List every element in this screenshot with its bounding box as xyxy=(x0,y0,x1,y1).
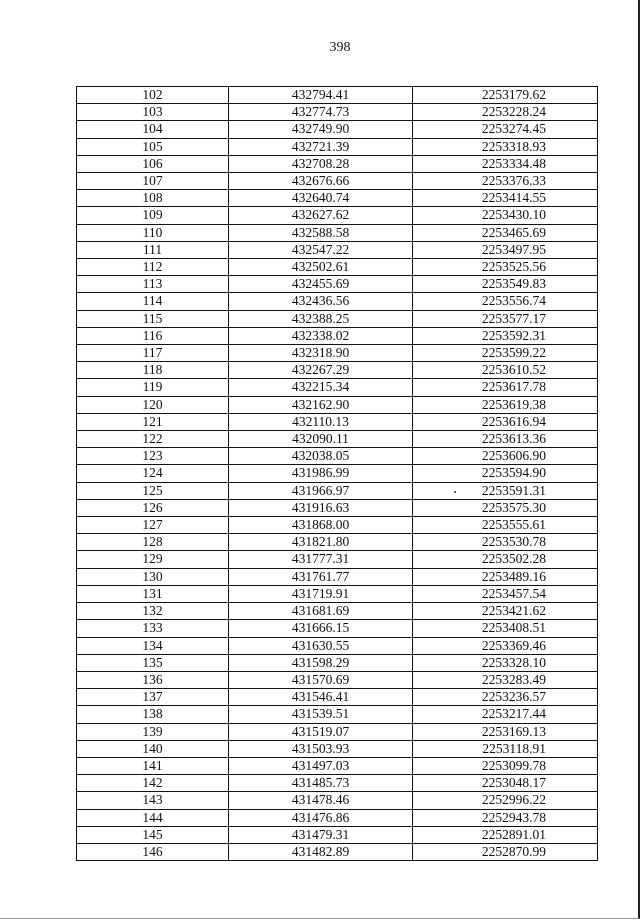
y-coordinate-cell: 2253599.22 xyxy=(413,345,598,362)
y-coordinate-cell: 2252996.22 xyxy=(413,792,598,809)
table-row xyxy=(77,654,598,671)
y-coordinate-cell: 2253217.44 xyxy=(413,706,598,723)
y-coordinate-cell: 2253549.83 xyxy=(413,276,598,293)
table-row xyxy=(77,207,598,224)
vertex-number-cell: 111 xyxy=(77,241,229,258)
y-coordinate-cell: 2253099.78 xyxy=(413,757,598,774)
vertex-number-cell: 138 xyxy=(77,706,229,723)
table-row xyxy=(77,104,598,121)
y-coordinate-cell: 2253376.33 xyxy=(413,173,598,190)
x-coordinate-cell: 432502.61 xyxy=(229,259,413,276)
table-row xyxy=(77,775,598,792)
vertex-number-cell: 132 xyxy=(77,603,229,620)
table-row xyxy=(77,757,598,774)
vertex-number-cell: 130 xyxy=(77,568,229,585)
vertex-number-cell: 137 xyxy=(77,689,229,706)
table-row xyxy=(77,224,598,241)
vertex-number-cell: 128 xyxy=(77,534,229,551)
y-coordinate-cell: 2253283.49 xyxy=(413,671,598,688)
x-coordinate-cell: 431986.99 xyxy=(229,465,413,482)
x-coordinate-cell: 431503.93 xyxy=(229,740,413,757)
table-row xyxy=(77,534,598,551)
vertex-number-cell: 103 xyxy=(77,104,229,121)
x-coordinate-cell: 431478.46 xyxy=(229,792,413,809)
x-coordinate-cell: 432436.56 xyxy=(229,293,413,310)
vertex-number-cell: 106 xyxy=(77,155,229,172)
table-row xyxy=(77,465,598,482)
y-coordinate-cell: 2253575.30 xyxy=(413,499,598,516)
y-coordinate-cell: 2253577.17 xyxy=(413,310,598,327)
x-coordinate-cell: 431821.80 xyxy=(229,534,413,551)
y-coordinate-cell: 2252891.01 xyxy=(413,826,598,843)
table-row xyxy=(77,671,598,688)
table-row xyxy=(77,499,598,516)
table-row xyxy=(77,379,598,396)
x-coordinate-cell: 432721.39 xyxy=(229,138,413,155)
table-row xyxy=(77,620,598,637)
vertex-number-cell: 109 xyxy=(77,207,229,224)
y-coordinate-cell: 2253118.91 xyxy=(413,740,598,757)
table-row xyxy=(77,155,598,172)
table-row xyxy=(77,482,598,499)
y-coordinate-cell: 2253274.45 xyxy=(413,121,598,138)
table-row xyxy=(77,293,598,310)
y-coordinate-cell: 2253457.54 xyxy=(413,585,598,602)
table-row xyxy=(77,310,598,327)
vertex-number-cell: 123 xyxy=(77,448,229,465)
vertex-number-cell: 134 xyxy=(77,637,229,654)
x-coordinate-cell: 431719.91 xyxy=(229,585,413,602)
vertex-number-cell: 105 xyxy=(77,138,229,155)
vertex-number-cell: 104 xyxy=(77,121,229,138)
x-coordinate-cell: 431916.63 xyxy=(229,499,413,516)
x-coordinate-cell: 432588.58 xyxy=(229,224,413,241)
y-coordinate-cell: 2253328.10 xyxy=(413,654,598,671)
table-row xyxy=(77,276,598,293)
vertex-number-cell: 117 xyxy=(77,345,229,362)
y-coordinate-cell: 2253179.62 xyxy=(413,87,598,104)
vertex-number-cell: 114 xyxy=(77,293,229,310)
table-row xyxy=(77,190,598,207)
y-coordinate-cell: 2253421.62 xyxy=(413,603,598,620)
table-row xyxy=(77,843,598,860)
vertex-number-cell: 115 xyxy=(77,310,229,327)
table-row xyxy=(77,603,598,620)
table-row xyxy=(77,413,598,430)
table-row xyxy=(77,173,598,190)
x-coordinate-cell: 432038.05 xyxy=(229,448,413,465)
table-row xyxy=(77,431,598,448)
y-coordinate-cell: 2253334.48 xyxy=(413,155,598,172)
x-coordinate-cell: 431570.69 xyxy=(229,671,413,688)
x-coordinate-cell: 432338.02 xyxy=(229,327,413,344)
table-row xyxy=(77,362,598,379)
vertex-number-cell: 108 xyxy=(77,190,229,207)
x-coordinate-cell: 432318.90 xyxy=(229,345,413,362)
x-coordinate-cell: 431539.51 xyxy=(229,706,413,723)
y-coordinate-cell: 2253591.31 xyxy=(413,482,598,499)
table-row xyxy=(77,809,598,826)
vertex-number-cell: 118 xyxy=(77,362,229,379)
y-coordinate-cell: 2253592.31 xyxy=(413,327,598,344)
y-coordinate-cell: 2253430.10 xyxy=(413,207,598,224)
x-coordinate-cell: 432090.11 xyxy=(229,431,413,448)
y-coordinate-cell: 2253613.36 xyxy=(413,431,598,448)
table-row xyxy=(77,723,598,740)
table-row xyxy=(77,792,598,809)
vertex-number-cell: 142 xyxy=(77,775,229,792)
x-coordinate-cell: 431630.55 xyxy=(229,637,413,654)
x-coordinate-cell: 431519.07 xyxy=(229,723,413,740)
vertex-number-cell: 129 xyxy=(77,551,229,568)
vertex-number-cell: 110 xyxy=(77,224,229,241)
y-coordinate-cell: 2253502.28 xyxy=(413,551,598,568)
x-coordinate-cell: 432267.29 xyxy=(229,362,413,379)
vertex-number-cell: 127 xyxy=(77,517,229,534)
vertex-number-cell: 145 xyxy=(77,826,229,843)
vertex-number-cell: 121 xyxy=(77,413,229,430)
x-coordinate-cell: 432640.74 xyxy=(229,190,413,207)
vertex-number-cell: 120 xyxy=(77,396,229,413)
vertex-number-cell: 133 xyxy=(77,620,229,637)
x-coordinate-cell: 432388.25 xyxy=(229,310,413,327)
table-row xyxy=(77,259,598,276)
y-coordinate-cell: 2253497.95 xyxy=(413,241,598,258)
x-coordinate-cell: 431485.73 xyxy=(229,775,413,792)
x-coordinate-cell: 432794.41 xyxy=(229,87,413,104)
vertex-number-cell: 135 xyxy=(77,654,229,671)
table-row xyxy=(77,121,598,138)
table-row xyxy=(77,706,598,723)
y-coordinate-cell: 2253525.56 xyxy=(413,259,598,276)
x-coordinate-cell: 431497.03 xyxy=(229,757,413,774)
table-row xyxy=(77,740,598,757)
x-coordinate-cell: 431777.31 xyxy=(229,551,413,568)
vertex-number-cell: 124 xyxy=(77,465,229,482)
table-row xyxy=(77,585,598,602)
vertex-number-cell: 141 xyxy=(77,757,229,774)
vertex-number-cell: 125 xyxy=(77,482,229,499)
x-coordinate-cell: 431761.77 xyxy=(229,568,413,585)
table-row xyxy=(77,568,598,585)
vertex-number-cell: 131 xyxy=(77,585,229,602)
y-coordinate-cell: 2253369.46 xyxy=(413,637,598,654)
x-coordinate-cell: 432708.28 xyxy=(229,155,413,172)
x-coordinate-cell: 432162.90 xyxy=(229,396,413,413)
x-coordinate-cell: 431966.97 xyxy=(229,482,413,499)
table-row xyxy=(77,87,598,104)
y-coordinate-cell: 2253408.51 xyxy=(413,620,598,637)
y-coordinate-cell: 2253606.90 xyxy=(413,448,598,465)
vertex-number-cell: 119 xyxy=(77,379,229,396)
x-coordinate-cell: 431479.31 xyxy=(229,826,413,843)
vertex-number-cell: 126 xyxy=(77,499,229,516)
vertex-number-cell: 102 xyxy=(77,87,229,104)
vertex-number-cell: 116 xyxy=(77,327,229,344)
x-coordinate-cell: 432627.62 xyxy=(229,207,413,224)
x-coordinate-cell: 432676.66 xyxy=(229,173,413,190)
y-coordinate-cell: 2253530.78 xyxy=(413,534,598,551)
page-number: 398 xyxy=(329,40,351,55)
y-coordinate-cell: 2253414.55 xyxy=(413,190,598,207)
vertex-number-cell: 113 xyxy=(77,276,229,293)
x-coordinate-cell: 432110.13 xyxy=(229,413,413,430)
x-coordinate-cell: 431666.15 xyxy=(229,620,413,637)
x-coordinate-cell: 431598.29 xyxy=(229,654,413,671)
table-row xyxy=(77,327,598,344)
vertex-number-cell: 122 xyxy=(77,431,229,448)
table-row xyxy=(77,241,598,258)
y-coordinate-cell: 2252870.99 xyxy=(413,843,598,860)
vertex-number-cell: 107 xyxy=(77,173,229,190)
y-coordinate-cell: 2253610.52 xyxy=(413,362,598,379)
vertex-number-cell: 143 xyxy=(77,792,229,809)
y-coordinate-cell: 2253465.69 xyxy=(413,224,598,241)
y-coordinate-cell: 2253169.13 xyxy=(413,723,598,740)
x-coordinate-cell: 431482.89 xyxy=(229,843,413,860)
x-coordinate-cell: 432547.22 xyxy=(229,241,413,258)
table-row xyxy=(77,448,598,465)
x-coordinate-cell: 432455.69 xyxy=(229,276,413,293)
coordinates-table-body xyxy=(77,87,598,861)
y-coordinate-cell: 2253556.74 xyxy=(413,293,598,310)
y-coordinate-cell: 2252943.78 xyxy=(413,809,598,826)
vertex-number-cell: 112 xyxy=(77,259,229,276)
x-coordinate-cell: 431476.86 xyxy=(229,809,413,826)
y-coordinate-cell: 2253616.94 xyxy=(413,413,598,430)
x-coordinate-cell: 431681.69 xyxy=(229,603,413,620)
x-coordinate-cell: 432774.73 xyxy=(229,104,413,121)
y-coordinate-cell: 2253228.24 xyxy=(413,104,598,121)
x-coordinate-cell: 431868.00 xyxy=(229,517,413,534)
table-row xyxy=(77,689,598,706)
table-row xyxy=(77,826,598,843)
y-coordinate-cell: 2253236.57 xyxy=(413,689,598,706)
vertex-number-cell: 139 xyxy=(77,723,229,740)
y-coordinate-cell: 2253318.93 xyxy=(413,138,598,155)
table-row xyxy=(77,138,598,155)
y-coordinate-cell: 2253619.38 xyxy=(413,396,598,413)
x-coordinate-cell: 432215.34 xyxy=(229,379,413,396)
coordinates-table xyxy=(76,86,598,861)
vertex-number-cell: 146 xyxy=(77,843,229,860)
y-coordinate-cell: 2253594.90 xyxy=(413,465,598,482)
y-coordinate-cell: 2253048.17 xyxy=(413,775,598,792)
table-row xyxy=(77,396,598,413)
vertex-number-cell: 136 xyxy=(77,671,229,688)
scan-speck xyxy=(454,491,456,493)
table-row xyxy=(77,551,598,568)
y-coordinate-cell: 2253489.16 xyxy=(413,568,598,585)
table-row xyxy=(77,637,598,654)
table-row xyxy=(77,345,598,362)
y-coordinate-cell: 2253555.61 xyxy=(413,517,598,534)
x-coordinate-cell: 432749.90 xyxy=(229,121,413,138)
table-row xyxy=(77,517,598,534)
y-coordinate-cell: 2253617.78 xyxy=(413,379,598,396)
vertex-number-cell: 144 xyxy=(77,809,229,826)
x-coordinate-cell: 431546.41 xyxy=(229,689,413,706)
vertex-number-cell: 140 xyxy=(77,740,229,757)
